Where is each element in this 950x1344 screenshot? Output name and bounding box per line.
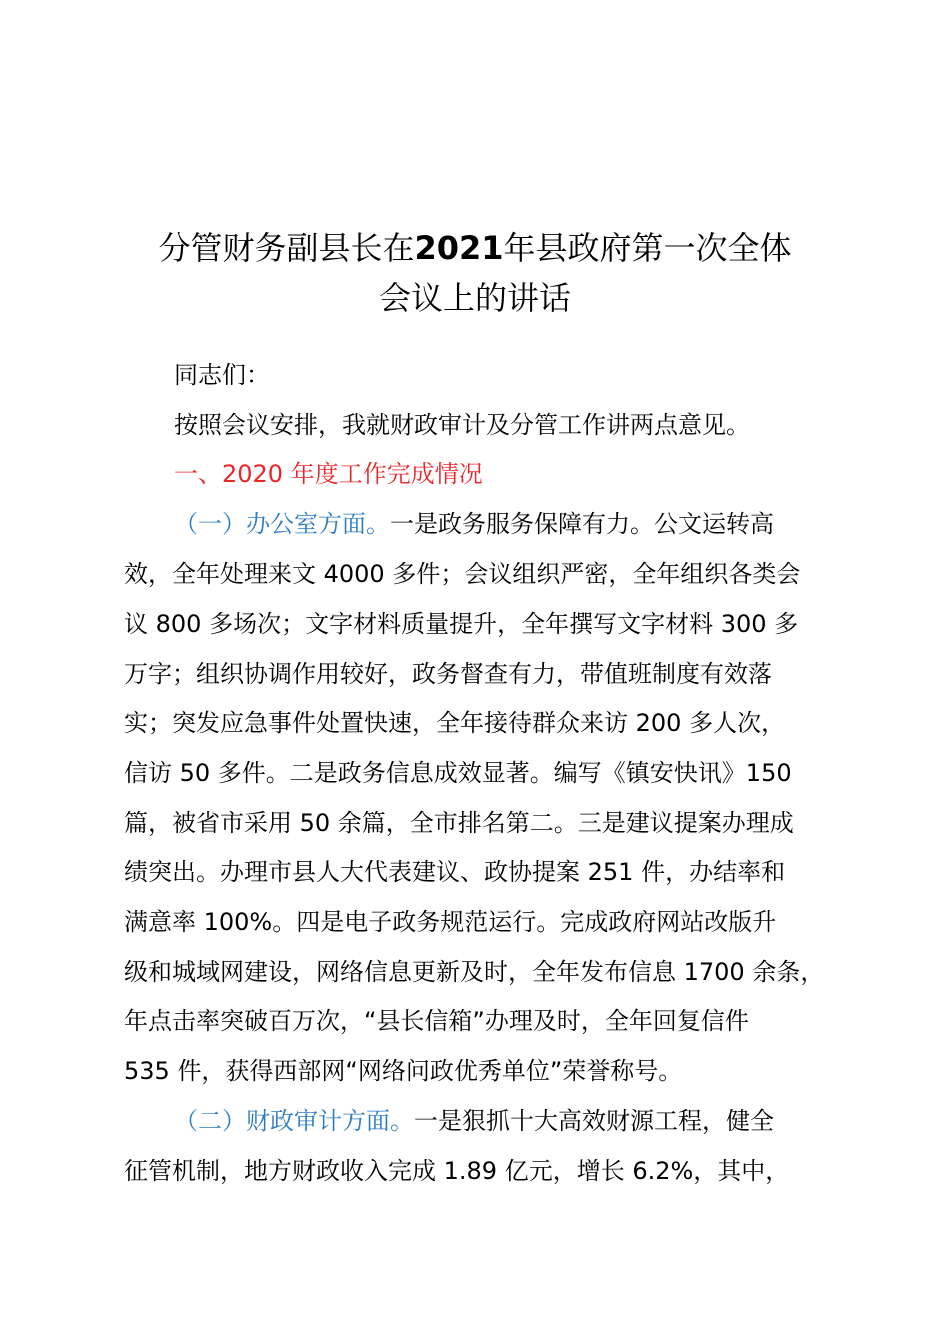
title-prefix: 分管财务副县长在 [158, 229, 415, 267]
paragraph-line [174, 508, 774, 540]
paragraph-line: 年点击率突破百万次，“县长信箱”办理及时，全年回复信件 [124, 1007, 749, 1035]
paragraph-line: 万字；组织协调作用较好，政务督查有力，带值班制度有效落 [124, 660, 772, 688]
subsection-heading-1: （一）办公室方面。 [174, 510, 390, 538]
paragraph-line: 级和城域网建设，网络信息更新及时，全年发布信息 1700 余条， [124, 958, 825, 986]
paragraph-line: 征管机制，地方财政收入完成 1.89 亿元，增长 6.2%，其中， [124, 1157, 790, 1185]
paragraph-text: 一是政务服务保障有力。公文运转高 [390, 510, 774, 538]
paragraph-line [174, 1105, 774, 1137]
intro-paragraph: 按照会议安排，我就财政审计及分管工作讲两点意见。 [174, 411, 750, 439]
paragraph-line: 绩突出。办理市县人大代表建议、政协提案 251 件，办结率和 [124, 858, 786, 886]
title-year: 2021 [414, 229, 504, 267]
subsection-heading-2: （二）财政审计方面。 [174, 1107, 414, 1135]
title-suffix: 年县政府第一次全体 [503, 229, 792, 267]
paragraph-line: 效，全年处理来文 4000 多件；会议组织严密，全年组织各类会 [124, 560, 801, 588]
paragraph-line: 实；突发应急事件处置快速，全年接待群众来访 200 多人次， [124, 709, 786, 737]
section-heading-1: 一、2020 年度工作完成情况 [174, 460, 483, 488]
paragraph-line: 535 件，获得西部网“网络问政优秀单位”荣誉称号。 [124, 1057, 683, 1085]
paragraph-line: 篇，被省市采用 50 余篇，全市排名第二。三是建议提案办理成 [124, 809, 794, 837]
document-title-line-1 [100, 228, 850, 268]
salutation: 同志们： [174, 361, 270, 389]
paragraph-line: 信访 50 多件。二是政务信息成效显著。编写《镇安快讯》150 [124, 759, 792, 787]
document-title-line-2: 会议上的讲话 [378, 279, 571, 317]
paragraph-text: 一是狠抓十大高效财源工程，健全 [414, 1107, 774, 1135]
paragraph-line: 议 800 多场次；文字材料质量提升，全年撰写文字材料 300 多 [124, 610, 799, 638]
paragraph-line: 满意率 100%。四是电子政务规范运行。完成政府网站改版升 [124, 908, 777, 936]
